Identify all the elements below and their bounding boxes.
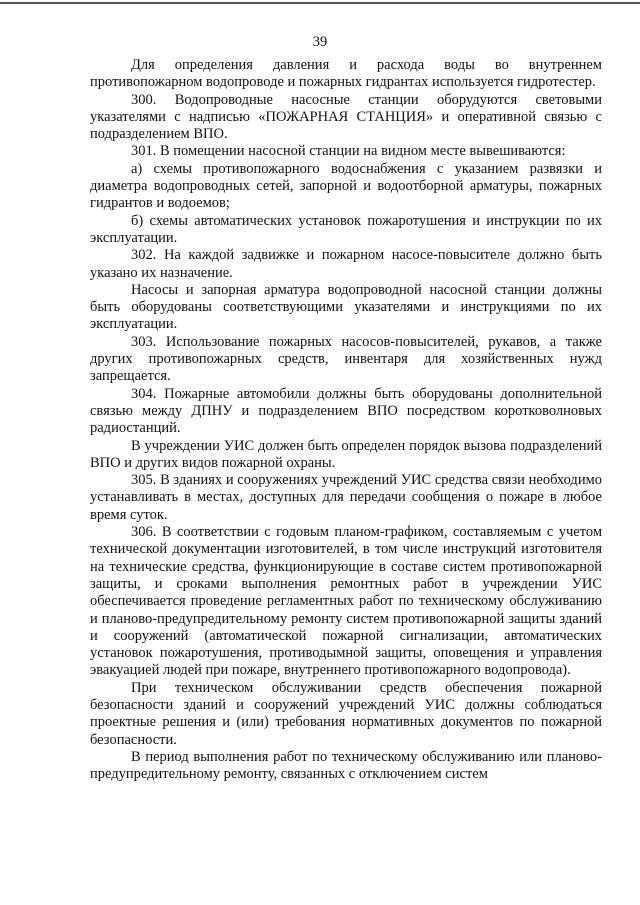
paragraph-pumps-valves: Насосы и запорная арматура водопроводной насосной станции должны быть оборудованы соответствующими указателями и инструкциями по их эксплуатации. [90,281,602,333]
paragraph-maintenance-period: В период выполнения работ по техническому обслуживанию или планово-предупредительному ремонту, связанных с отключением систем [90,748,602,783]
paragraph-301-a: а) схемы противопожарного водоснабжения с указанием развязки и диаметра водопроводных сетей, запорной и водоотборной арматуры, пожарных гидрантов и водоемов; [90,160,602,212]
paragraph-maintenance: При техническом обслуживании средств обеспечения пожарной безопасности зданий и сооружений учреждений УИС должны соблюдаться проектные решения и (или) требования нормативных документов по пожарной безопасности. [90,679,602,748]
paragraph-304: 304. Пожарные автомобили должны быть оборудованы дополнительной связью между ДПНУ и подразделением ВПО посредством коротковолновых радиостанций. [90,385,602,437]
paragraph-302: 302. На каждой задвижке и пожарном насосе-повысителе должно быть указано их назначение. [90,247,602,281]
paragraph-call-procedure: В учреждении УИС должен быть определен порядок вызова подразделений ВПО и других видов пожарной охраны. [90,437,602,471]
paragraph-305: 305. В зданиях и сооружениях учреждений УИС средства связи необходимо устанавливать в местах, доступных для передачи сообщения о пожаре в любое время суток. [90,472,602,523]
scan-top-edge [0,2,640,4]
paragraph-306: 306. В соответствии с годовым планом-графиком, составляемым с учетом технической документации изготовителей, в том числе инструкций изготовителя на технические средства, функционирующие в составе систем противопожарной защиты, и сроками выполнения ремонтных работ в учреждении УИС обеспечивается проведение регламентных работ по техническому обслуживанию и планово-предупредительному ремонту систем противопожарной защиты зданий и сооружений (автоматической пожарной сигнализации, автоматических установок пожаротушения, противодымной защиты, оповещения и управления эвакуацией людей при пожаре, внутреннего противопожарного водопровода). [90,524,602,679]
paragraph-301-b: б) схемы автоматических установок пожаротушения и инструкции по их эксплуатации. [90,212,602,246]
document-body [90,57,602,783]
paragraph-303: 303. Использование пожарных насосов-повысителей, рукавов, а также других противопожарных средств, инвентаря для хозяйственных нужд запрещается. [90,333,602,385]
page-number: 39 [312,34,328,50]
paragraph-hydrotester: Для определения давления и расхода воды во внутреннем противопожарном водопроводе и пожарных гидрантах используется гидротестер. [90,57,602,91]
paragraph-301: 301. В помещении насосной станции на видном месте вывешиваются: [131,143,566,160]
paragraph-300: 300. Водопроводные насосные станции оборудуются световыми указателями с надписью «ПОЖАРНАЯ СТАНЦИЯ» и оперативной связью с подразделением ВПО. [90,91,602,143]
